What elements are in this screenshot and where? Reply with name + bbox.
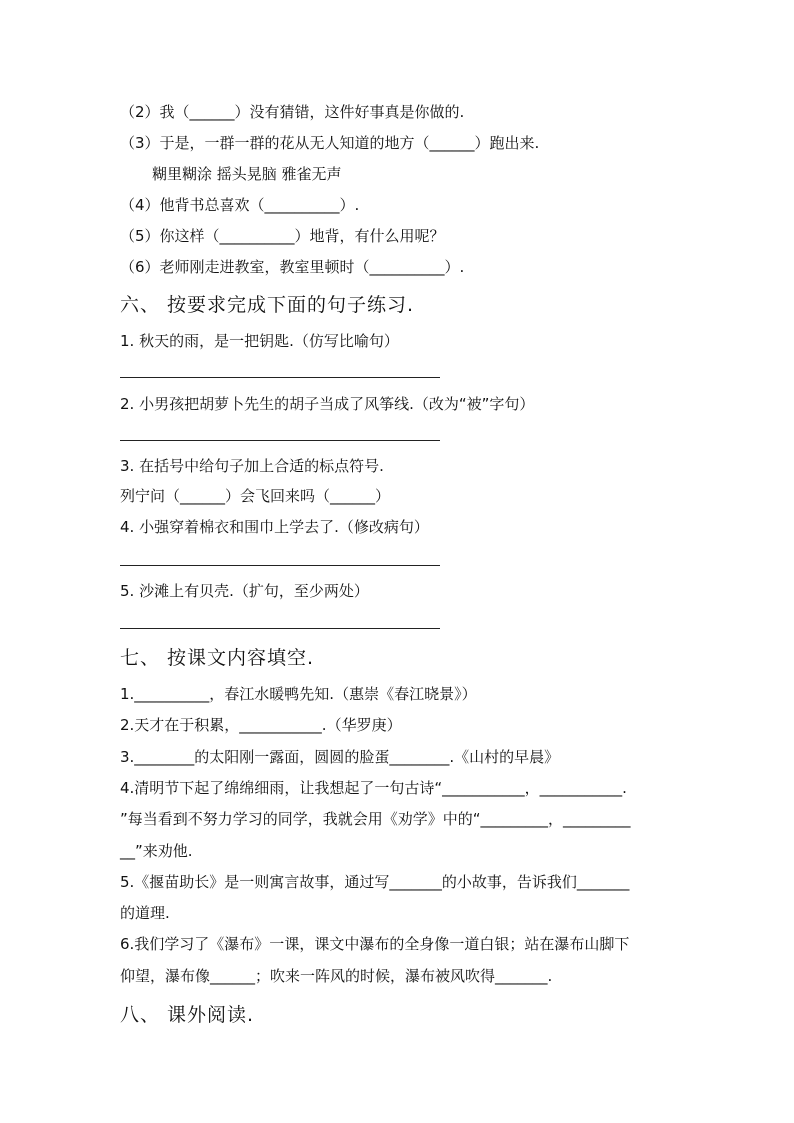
part5-question-3: （3）于是，一群一群的花从无人知道的地方（______）跑出来. [120,134,540,152]
section7-question-4-line-2: ”每当看到不努力学习的同学，我就会用《劝学》中的“_________，_________ [120,810,631,828]
word-bank: 糊里糊涂 摇头晃脑 雅雀无声 [152,165,342,183]
section7-question-6-line-2: 仰望，瀑布像______；吹来一阵风的时候，瀑布被风吹得_______. [120,967,553,985]
section6-question-3-sentence: 列宁问（______）会飞回来吗（______） [120,487,391,505]
section7-question-3: 3.________的太阳刚一露面，圆圆的脸蛋________.《山村的早晨》 [120,748,560,766]
part5-question-5: （5）你这样（__________）地背，有什么用呢？ [120,227,445,245]
section7-question-4-line-3: __”来劝他. [120,842,193,860]
section-8-heading: 八、 课外阅读. [120,1004,255,1026]
answer-line-2 [120,440,440,441]
section-6-heading: 六、 按要求完成下面的句子练习. [120,294,415,316]
answer-line-3 [120,565,440,566]
part5-question-6: （6）老师刚走进教室，教室里顿时（__________）. [120,258,465,276]
answer-line-1 [120,377,440,378]
section-7-heading: 七、 按课文内容填空. [120,647,315,669]
section7-question-1: 1.__________，春江水暖鸭先知.（惠崇《春江晓景》） [120,685,477,703]
section6-question-4: 4. 小强穿着棉衣和围巾上学去了.（修改病句） [120,518,429,536]
section6-question-3: 3. 在括号中给句子加上合适的标点符号. [120,457,384,475]
section6-question-5: 5. 沙滩上有贝壳.（扩句，至少两处） [120,582,369,600]
section7-question-6-line-1: 6.我们学习了《瀑布》一课，课文中瀑布的全身像一道白银；站在瀑布山脚下 [120,935,630,953]
section7-question-2: 2.天才在于积累，___________.（华罗庚） [120,716,402,734]
section7-question-5-line-1: 5.《揠苗助长》是一则寓言故事，通过写_______的小故事，告诉我们_______ [120,873,630,891]
part5-question-4: （4）他背书总喜欢（__________）. [120,196,360,214]
section7-question-5-line-2: 的道理. [120,904,170,922]
part5-question-2: （2）我（______）没有猜错，这件好事真是你做的. [120,103,465,121]
section6-question-2: 2. 小男孩把胡萝卜先生的胡子当成了风筝线.（改为“被”字句） [120,395,535,413]
section6-question-1: 1. 秋天的雨，是一把钥匙.（仿写比喻句） [120,332,399,350]
section7-question-4-line-1: 4.清明节下起了绵绵细雨，让我想起了一句古诗“___________，___________. [120,779,627,797]
answer-line-4 [120,628,440,629]
